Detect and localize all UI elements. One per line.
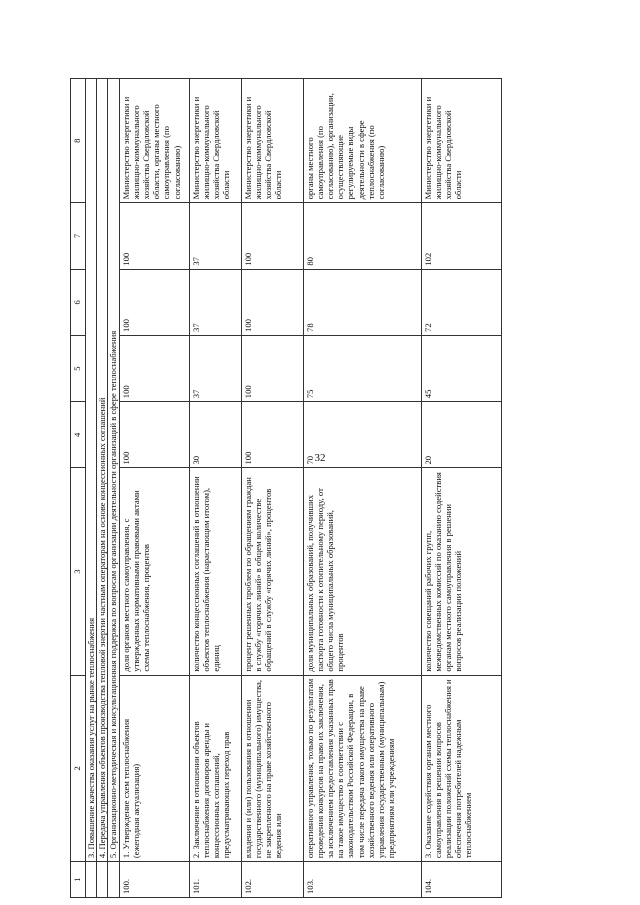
value-cell: 30 — [189, 402, 241, 468]
executor-cell: Министерство энергетики и жилищно-коммунального хозяйства Свердловской области — [241, 79, 303, 203]
value-cell: 75 — [303, 335, 421, 401]
executor-cell: Министерство энергетики и жилищно-коммунального хозяйства Свердловской области — [189, 79, 241, 203]
table-row — [421, 79, 501, 898]
section-row — [97, 79, 108, 898]
page-number: 32 — [314, 452, 326, 464]
header-col-6: 6 — [71, 269, 86, 335]
value-cell: 20 — [421, 402, 501, 468]
value-cell: 70 — [303, 402, 421, 468]
value-cell: 102 — [421, 203, 501, 269]
executor-cell: органы местного самоуправления (по согласованию), организации, осуществляющие регулируемые виды деятельности в сфере теплоснабжения (по согласованию) — [303, 79, 421, 203]
measure-cell: владения и (или) пользования в отношении государственного (муниципального) имущества, не закрепленного на праве хозяйственного ведения или — [241, 675, 303, 861]
executor-cell: Министерство энергетики и жилищно-коммунального хозяйства Свердловской области, органы местного самоуправления (по согласованию) — [119, 79, 189, 203]
row-number: 100. — [119, 862, 189, 898]
table-row — [303, 79, 421, 898]
value-cell: 100 — [241, 269, 303, 335]
value-cell: 37 — [189, 203, 241, 269]
table-row — [241, 79, 303, 898]
header-col-3: 3 — [71, 468, 86, 675]
value-cell: 100 — [241, 402, 303, 468]
header-col-1: 1 — [71, 862, 86, 898]
row-number: 102. — [241, 862, 303, 898]
rotated-table-container — [70, 78, 590, 898]
value-cell: 100 — [119, 402, 189, 468]
value-cell: 37 — [189, 269, 241, 335]
header-row — [71, 79, 86, 898]
value-cell: 37 — [189, 335, 241, 401]
indicator-cell: количество концессионных соглашений в отношении объектов теплоснабжения (нарастающим итогом), единиц — [189, 468, 241, 675]
measure-cell: 1. Утверждение схем теплоснабжения (ежегодная актуализация) — [119, 675, 189, 861]
row-number: 101. — [189, 862, 241, 898]
indicator-cell: доля муниципальных образований, получивших паспорта готовности к отопительному периоду, от общего числа муниципальных образований, процентов — [303, 468, 421, 675]
measure-cell: 2. Заключение в отношении объектов теплоснабжения договоров аренды и концессионных соглашений, предусматривающих переход прав — [189, 675, 241, 861]
table-row — [189, 79, 241, 898]
row-number: 103. — [303, 862, 421, 898]
indicator-cell: количество совещаний рабочих групп, межведомственных комиссий по оказанию содействия органам местного самоуправления в решении вопросов реализации положений — [421, 468, 501, 675]
value-cell: 100 — [119, 203, 189, 269]
value-cell: 78 — [303, 269, 421, 335]
value-cell: 100 — [119, 269, 189, 335]
rotated-page — [70, 78, 590, 898]
header-col-8: 8 — [71, 79, 86, 203]
section-title: 5. Организационно-методическая и консультационная поддержка по вопросам организации деятельности организаций в сфере теплоснабжения — [108, 79, 119, 862]
header-col-4: 4 — [71, 402, 86, 468]
value-cell: 100 — [241, 203, 303, 269]
indicator-cell: доля органов местного самоуправления, с утвержденных нормативными правовыми актами схемы теплоснабжения, процентов — [119, 468, 189, 675]
measures-table — [70, 78, 502, 898]
table-row — [119, 79, 189, 898]
header-col-7: 7 — [71, 203, 86, 269]
indicator-cell: процент решенных проблем по обращениям граждан в службу «горячих линий» в общем количестве обращений в службу «горячих линий», процентов — [241, 468, 303, 675]
section-row — [108, 79, 119, 898]
header-col-5: 5 — [71, 335, 86, 401]
value-cell: 100 — [119, 335, 189, 401]
executor-cell: Министерство энергетики и жилищно-коммунального хозяйства Свердловской области — [421, 79, 501, 203]
measure-cell: 3. Оказание содействия органам местного самоуправления в решении вопросов реализации положений схемы теплоснабжения и обеспечения потребителей надежным теплоснабжением — [421, 675, 501, 861]
measure-cell: оперативного управления, только по результатам проведения конкурсов на право их заключения, за исключением предоставления указанных прав на такое имущество в соответствии с законодательством Российской Федерации, в том числе передача такого имущества на праве хозяйственного ведения или оперативного управления государственным (муниципальным) предприятиям или учреждениям — [303, 675, 421, 861]
section-title: 4. Передача управления объектов производства тепловой энергии частным операторам на основе концессионных соглашений — [97, 79, 108, 862]
section-row — [86, 79, 97, 898]
value-cell: 100 — [241, 335, 303, 401]
value-cell: 45 — [421, 335, 501, 401]
value-cell: 80 — [303, 203, 421, 269]
value-cell: 72 — [421, 269, 501, 335]
header-col-2: 2 — [71, 675, 86, 861]
section-title: 3. Повышение качества оказания услуг на рынке теплоснабжения — [86, 79, 97, 862]
row-number: 104. — [421, 862, 501, 898]
